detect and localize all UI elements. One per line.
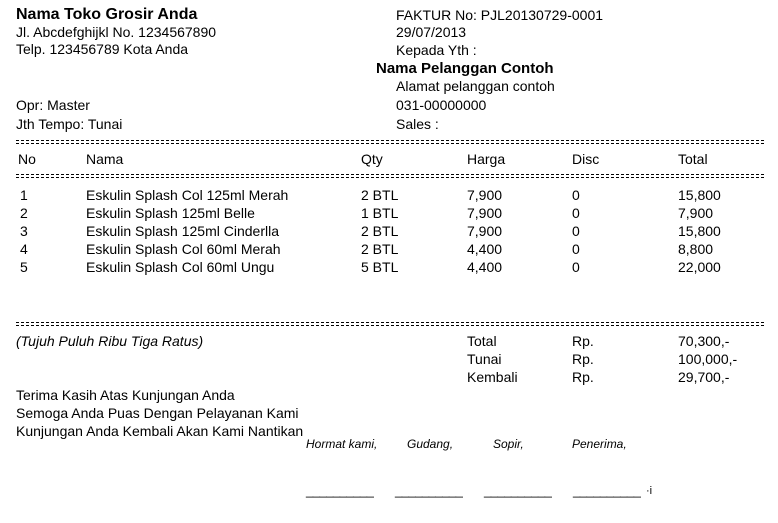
end-mark: ·i [646,485,653,497]
customer-address: Alamat pelanggan contoh [396,78,555,94]
cell-harga: 4,400 [467,259,503,275]
customer-phone: 031-00000000 [396,97,487,113]
summary-currency: Rp. [572,369,594,385]
invoice-date: 29/07/2013 [396,24,467,40]
cell-nama: Eskulin Splash 125ml Belle [86,205,255,221]
thanks-line: Kunjungan Anda Kembali Akan Kami Nantikan [16,423,304,439]
signature-label-sopir: Sopir, [493,437,524,451]
summary-value-tunai: 100,000,- [678,351,738,367]
cell-disc: 0 [572,205,580,221]
col-header-nama: Nama [86,151,124,167]
cell-nama: Eskulin Splash Col 125ml Merah [86,187,289,203]
divider [16,322,764,323]
store-address: Jl. Abcdefghijkl No. 1234567890 [16,24,217,40]
signature-line: __________ [395,483,463,498]
col-header-harga: Harga [467,151,506,167]
cell-harga: 7,900 [467,205,503,221]
cell-qty: 2 BTL [361,187,399,203]
store-name: Nama Toko Grosir Anda [16,6,198,23]
cell-harga: 7,900 [467,223,503,239]
signature-label-penerima: Penerima, [572,437,627,451]
cell-harga: 7,900 [467,187,503,203]
cell-total: 15,800 [678,223,721,239]
cell-qty: 2 BTL [361,241,399,257]
summary-value-kembali: 29,700,- [678,369,730,385]
cell-total: 8,800 [678,241,714,257]
cell-no: 5 [20,259,28,275]
cell-total: 22,000 [678,259,721,275]
invoice-number: FAKTUR No: PJL20130729-0001 [396,7,604,23]
signature-label-gudang: Gudang, [407,437,454,451]
summary-value-total: 70,300,- [678,333,730,349]
col-header-total: Total [678,151,708,167]
cell-disc: 0 [572,241,580,257]
summary-currency: Rp. [572,333,594,349]
customer-name: Nama Pelanggan Contoh [376,60,554,77]
summary-label-total: Total [467,333,497,349]
amount-in-words: (Tujuh Puluh Ribu Tiga Ratus) [16,333,204,349]
divider [16,177,764,178]
cell-no: 2 [20,205,28,221]
divider [16,140,764,141]
divider [16,143,764,144]
cell-nama: Eskulin Splash 125ml Cinderlla [86,223,279,239]
operator: Opr: Master [16,97,90,113]
cell-total: 15,800 [678,187,721,203]
thanks-line: Terima Kasih Atas Kunjungan Anda [16,387,235,403]
col-header-disc: Disc [572,151,600,167]
to-label: Kepada Yth : [396,42,477,58]
col-header-qty: Qty [361,151,383,167]
cell-qty: 5 BTL [361,259,399,275]
sales-label: Sales : [396,116,439,132]
signature-label-hormat: Hormat kami, [306,437,378,451]
signature-line: __________ [484,483,552,498]
cell-total: 7,900 [678,205,714,221]
cell-no: 1 [20,187,28,203]
cell-disc: 0 [572,259,580,275]
cell-disc: 0 [572,187,580,203]
signature-line: __________ [573,483,641,498]
cell-harga: 4,400 [467,241,503,257]
divider [16,325,764,326]
summary-label-tunai: Tunai [467,351,502,367]
col-header-no: No [18,151,36,167]
thanks-line: Semoga Anda Puas Dengan Pelayanan Kami [16,405,299,421]
cell-qty: 2 BTL [361,223,399,239]
cell-no: 3 [20,223,28,239]
store-phone: Telp. 123456789 Kota Anda [16,41,189,57]
cell-nama: Eskulin Splash Col 60ml Merah [86,241,281,257]
signature-line: __________ [306,483,374,498]
cell-no: 4 [20,241,28,257]
summary-currency: Rp. [572,351,594,367]
due-term: Jth Tempo: Tunai [16,116,123,132]
cell-nama: Eskulin Splash Col 60ml Ungu [86,259,275,275]
cell-disc: 0 [572,223,580,239]
summary-label-kembali: Kembali [467,369,518,385]
cell-qty: 1 BTL [361,205,399,221]
divider [16,174,764,175]
